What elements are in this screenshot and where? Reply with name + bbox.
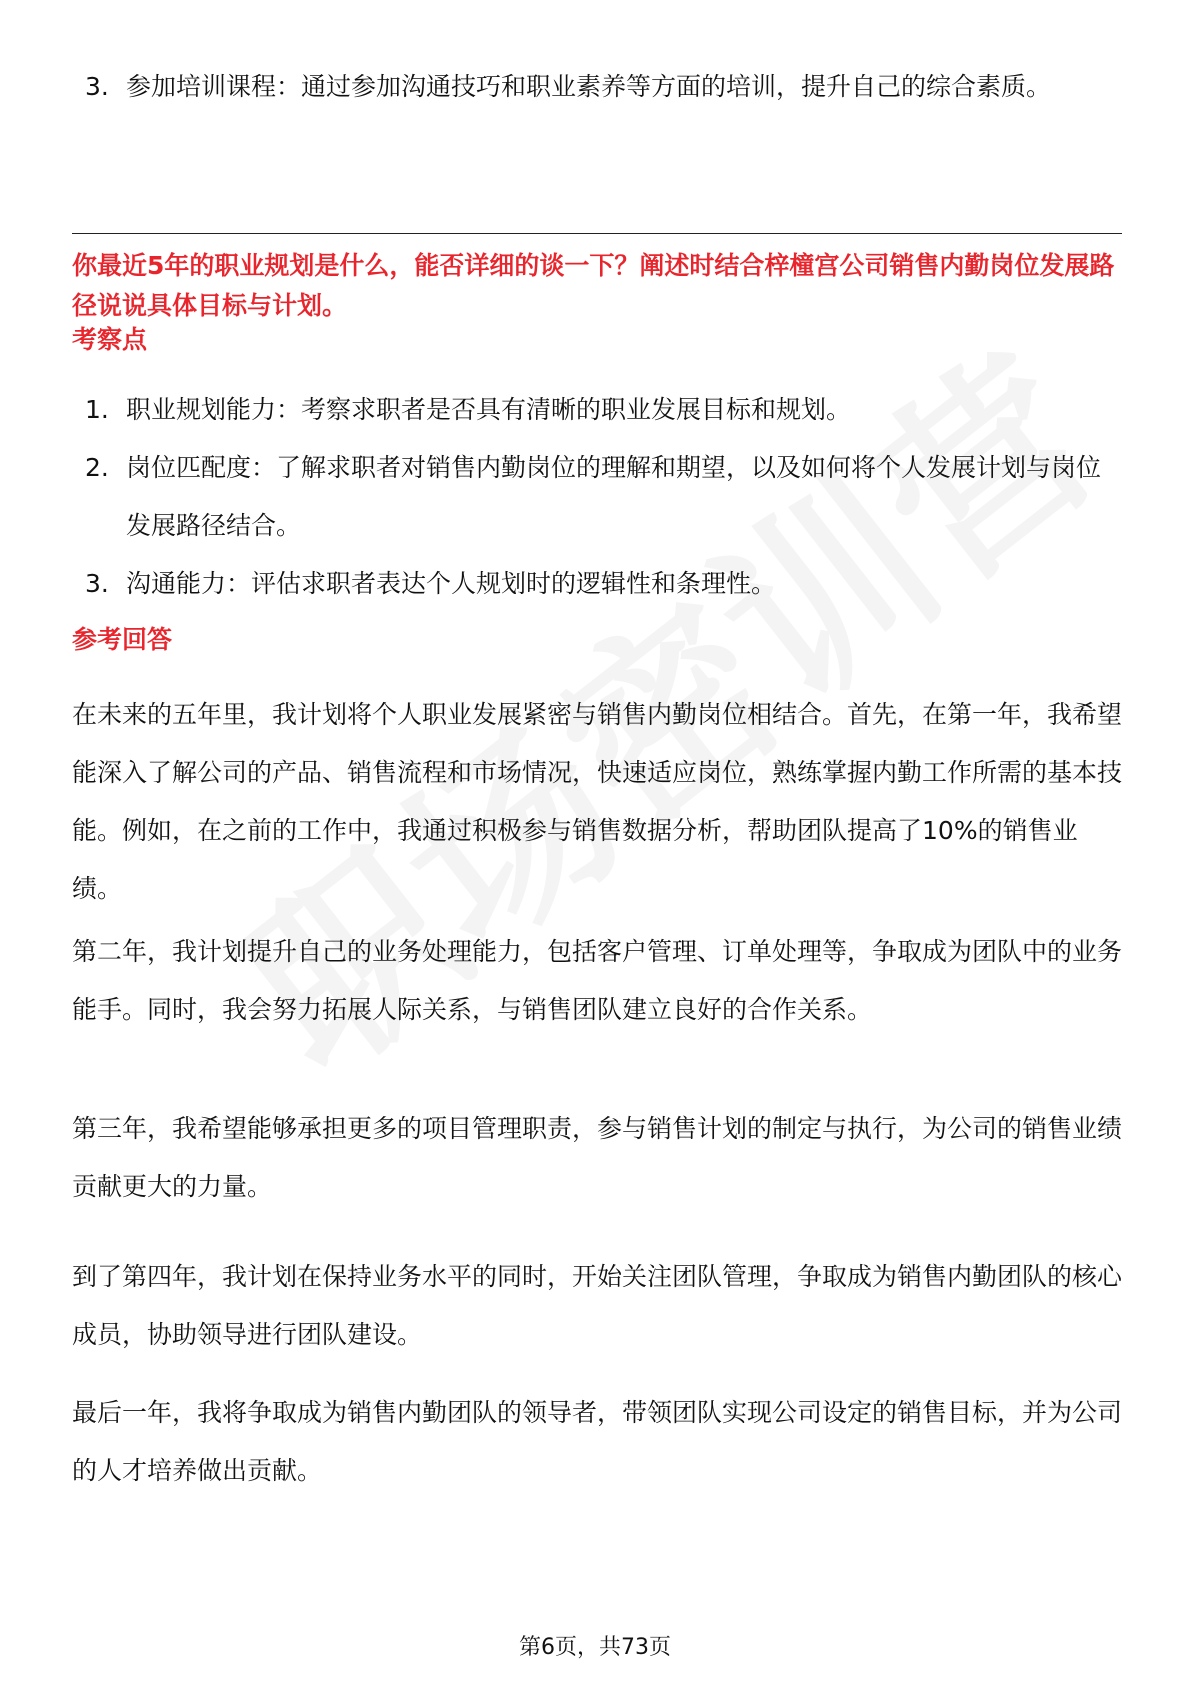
- list-item-text: 岗位匹配度：了解求职者对销售内勤岗位的理解和期望，以及如何将个人发展计划与岗位发展路径结合。: [126, 453, 1102, 540]
- answer-paragraph: 最后一年，我将争取成为销售内勤团队的领导者，带领团队实现公司设定的销售目标，并为公司的人才培养做出贡献。: [72, 1398, 1123, 1485]
- page-footer: 第6页，共73页: [519, 1635, 671, 1660]
- answer-paragraph: 到了第四年，我计划在保持业务水平的同时，开始关注团队管理，争取成为销售内勤团队的核心成员，协助领导进行团队建设。: [72, 1262, 1123, 1349]
- list-item: [0, 381, 1120, 439]
- list-item-label: 参加培训课程：: [126, 72, 302, 101]
- answer-paragraph: 在未来的五年里，我计划将个人职业发展紧密与销售内勤岗位相结合。首先，在第一年，我希望能深入了解公司的产品、销售流程和市场情况，快速适应岗位，熟练掌握内勤工作所需的基本技能。例如，在之前的工作中，我通过积极参与销售数据分析，帮助团队提高了10%的销售业绩。: [72, 700, 1123, 903]
- top-list: [0, 58, 1190, 116]
- section-divider: [72, 233, 1122, 234]
- list-item-number: 3.: [85, 72, 109, 101]
- list-item-number: 1.: [85, 395, 109, 424]
- list-item-text: 通过参加沟通技巧和职业素养等方面的培训，提升自己的综合素质。: [301, 72, 1052, 101]
- answer-paragraph: 第二年，我计划提升自己的业务处理能力，包括客户管理、订单处理等，争取成为团队中的业务能手。同时，我会努力拓展人际关系，与销售团队建立良好的合作关系。: [72, 937, 1123, 1024]
- list-item-number: 2.: [85, 453, 109, 482]
- section-heading-points: 考察点: [72, 325, 148, 354]
- list-item-text: 职业规划能力：考察求职者是否具有清晰的职业发展目标和规划。: [126, 395, 852, 424]
- list-item-text: 沟通能力：评估求职者表达个人规划时的逻辑性和条理性。: [126, 569, 777, 598]
- answer-paragraph: 第三年，我希望能够承担更多的项目管理职责，参与销售计划的制定与执行，为公司的销售业绩贡献更大的力量。: [72, 1114, 1123, 1201]
- list-item: [0, 555, 1120, 613]
- section-heading-answer: 参考回答: [72, 625, 173, 654]
- list-item: [0, 439, 1120, 555]
- points-list: [0, 381, 1190, 613]
- question-heading: 你最近5年的职业规划是什么，能否详细的谈一下？阐述时结合梓橦宫公司销售内勤岗位发展路径说说具体目标与计划。: [72, 251, 1115, 320]
- list-item: [0, 58, 1120, 116]
- list-item-number: 3.: [85, 569, 109, 598]
